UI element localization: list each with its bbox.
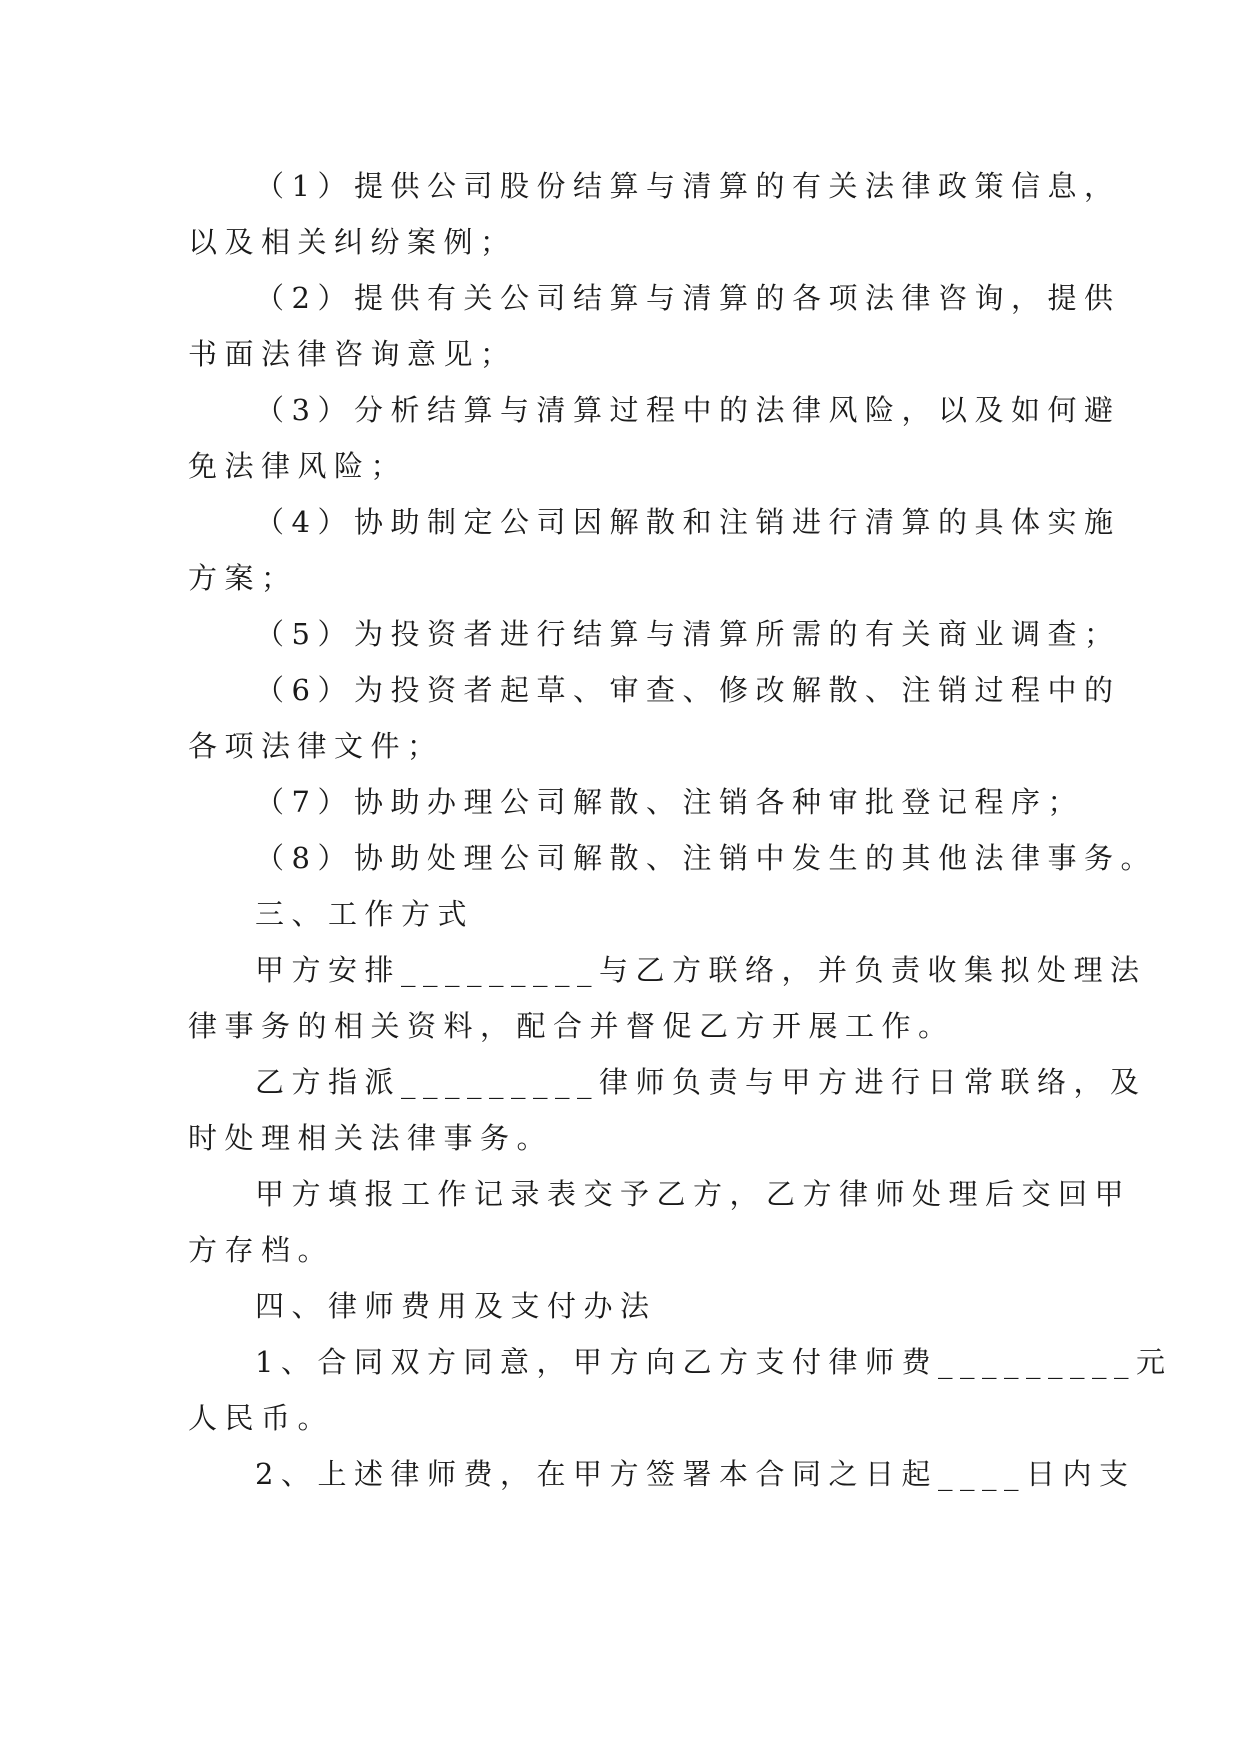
text-line: 书面法律咨询意见； [188,337,517,371]
text-line: 甲方安排_________与乙方联络，并负责收集拟处理法 [255,953,1147,987]
text-line: （3）分析结算与清算过程中的法律风险，以及如何避 [255,393,1121,427]
text-line: （5）为投资者进行结算与清算所需的有关商业调查； [255,617,1121,651]
text-line: 各项法律文件； [188,729,444,763]
text-line: （2）提供有关公司结算与清算的各项法律咨询，提供 [255,281,1121,315]
text-line: 以及相关纠纷案例； [188,225,517,259]
text-line: （8）协助处理公司解散、注销中发生的其他法律事务。 [255,841,1157,875]
text-line: （6）为投资者起草、审查、修改解散、注销过程中的 [255,673,1121,707]
text-line: （7）协助办理公司解散、注销各种审批登记程序； [255,785,1084,819]
text-line: 方存档。 [188,1233,335,1267]
section-heading: 三、工作方式 [255,897,475,931]
text-line: （1）提供公司股份结算与清算的有关法律政策信息， [255,169,1121,203]
text-line: 方案； [188,561,298,595]
text-line: 乙方指派_________律师负责与甲方进行日常联络，及 [255,1065,1147,1099]
text-line: 时处理相关法律事务。 [188,1121,554,1155]
text-line: 2、上述律师费，在甲方签署本合同之日起____日内支 [255,1457,1136,1491]
text-line: 人民币。 [188,1401,335,1435]
text-line: 1、合同双方同意，甲方向乙方支付律师费_________元 [255,1345,1173,1379]
text-line: 律事务的相关资料，配合并督促乙方开展工作。 [188,1009,955,1043]
text-line: 免法律风险； [188,449,408,483]
text-line: 甲方填报工作记录表交予乙方，乙方律师处理后交回甲 [255,1177,1132,1211]
text-line: （4）协助制定公司因解散和注销进行清算的具体实施 [255,505,1121,539]
section-heading: 四、律师费用及支付办法 [255,1289,657,1323]
